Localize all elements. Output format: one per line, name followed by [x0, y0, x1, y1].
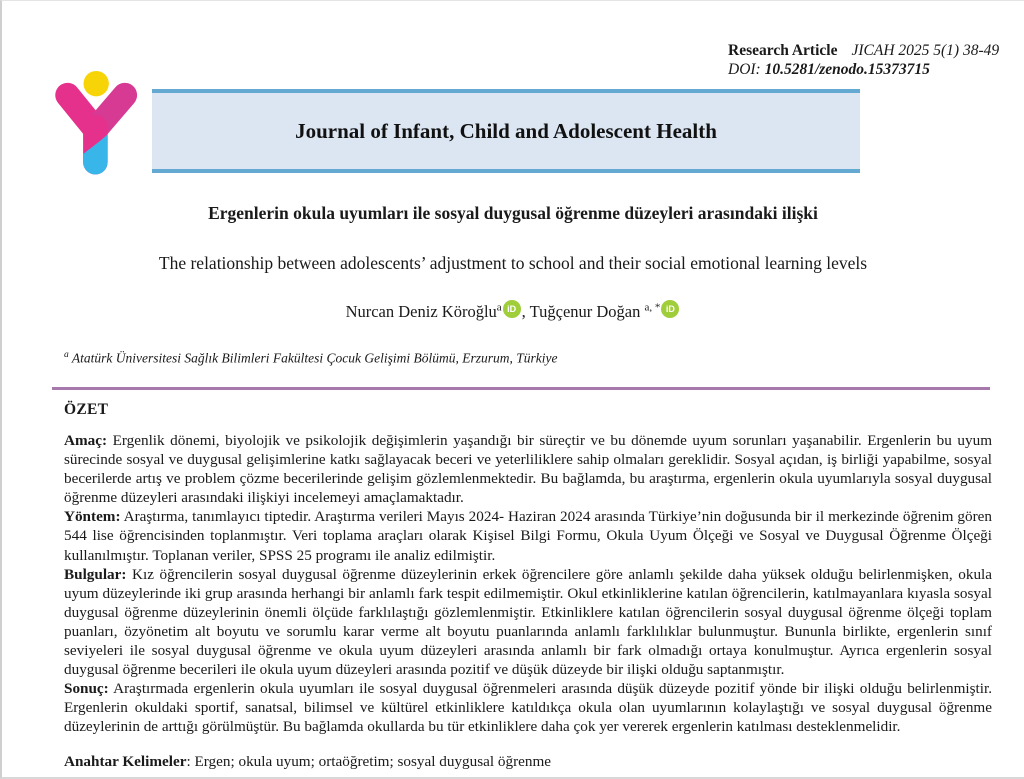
article-title-turkish: Ergenlerin okula uyumları ile sosyal duygusal öğrenme düzeyleri arasındaki ilişki	[208, 203, 818, 223]
author-1-name: Nurcan Deniz Köroğlu	[345, 302, 497, 321]
doi-value[interactable]: 10.5281/zenodo.15373715	[764, 61, 930, 78]
abstract-paragraph-sonuc	[64, 679, 992, 736]
abstract-text-yontem: Araştırma, tanımlayıcı tiptedir. Araştırma verileri Mayıs 2024- Haziran 2024 arasında Türkiye’nin doğusunda bir il merkezinde öğrenim gören 544 lise öğrencisinden toplanmıştır. Veri toplama araçları olarak Kişisel Bilgi Formu, Okula Uyum Ölçeği ve Sosyal ve Duygusal Öğrenme Ölçeği kullanılmıştır. Toplanan veriler, SPSS 25 programı ile analiz edilmiştir.	[64, 508, 992, 564]
section-divider-rule	[52, 387, 990, 390]
article-type-label: Research Article	[728, 42, 838, 59]
abstract-label-amac: Amaç:	[64, 432, 108, 449]
abstract-text-sonuc: Araştırmada ergenlerin okula uyumları ile sosyal duygusal öğrenmeleri arasında düşük düzeyde pozitif yönde bir ilişki olduğu belirlenmiştir. Ergenlerin okuldaki sportif, sanatsal, bilimsel ve kültürel etkinliklere katıldıkça okula olan uyumlarının kolaylaştığı ve sosyal duygusal öğrenme düzeylerinin de arttığı görülmüştür. Bu bağlamda okullarda bu tür etkinliklere daha çok yer vererek ergenlerin katılması desteklenmelidir.	[64, 680, 992, 736]
abstract-paragraph-bulgular	[64, 565, 992, 680]
journal-logo	[52, 65, 142, 189]
header-reference-block	[728, 41, 999, 79]
abstract-text-bulgular: Kız öğrencilerin sosyal duygusal öğrenme düzeylerinin erkek öğrencilere göre anlamlı şekilde daha yüksek olduğu belirlenmişken, okula uyum düzeylerinde iki grup arasında herhangi bir anlamlı fark tespit edilmemiştir. Okul etkinliklerine katılan öğrencilerin, katılmayanlara kıyasla sosyal duygusal öğrenme düzeylerinin önemli ölçüde farklılaştığı gözlemlenmiştir. Etkinliklere katılan öğrencilerin sosyal duygusal öğrenme ölçeği toplam puanları, özyönetim alt boyutu ve sorumlu karar verme alt boyutu puanlarında anlamlı farklılıklar bulunmuştur. Bununla birlikte, ergenlerin sınıf seviyeleri ile sosyal duygusal öğrenme ve okula uyum düzeyleri arasında anlamlı bir fark olmadığı ortaya konulmuştur. Ayrıca ergenlerin sosyal duygusal öğrenme becerileri ile okula uyum düzeyleri arasında pozitif ve düşük düzeyde bir ilişki olduğu saptanmıştır.	[64, 565, 992, 679]
keywords-label: Anahtar Kelimeler	[64, 753, 187, 770]
abstract-label-bulgular: Bulgular:	[64, 565, 127, 583]
author-line	[2, 300, 1024, 322]
keywords-text: : Ergen; okula uyum; ortaöğretim; sosyal duygusal öğrenme	[186, 753, 552, 770]
abstract-heading: ÖZET	[64, 401, 109, 418]
orcid-icon[interactable]: iD	[661, 300, 679, 318]
affiliation-sup: a	[64, 350, 69, 360]
journal-banner	[152, 89, 860, 173]
author-2-name: Tuğçenur Doğan	[529, 302, 641, 321]
author-1-affiliation-sup: a	[496, 301, 502, 314]
abstract-text-amac: Ergenlik dönemi, biyolojik ve psikolojik değişimlerin yaşandığı bir süreçtir ve bu dönemde uyum sorunları yaşanabilir. Ergenlerin bu uyum sürecinde sosyal ve duygusal gelişimlerine katkı sağlayacak beceri ve yeterliliklere sahip olmaları gereklidir. Sosyal açıdan, iş birliği yapabilme, sosyal becerilerde artış ve problem çözme becerilerinde gelişim gözlemlenmektedir. Bu bağlamda, bu araştırma, ergenlerin okula uyumlarıyla sosyal duygusal öğrenme düzeyleri arasındaki ilişkiyi incelemeyi amaçlamaktadır.	[64, 432, 993, 507]
author-separator: ,	[521, 302, 530, 321]
abstract-body	[64, 431, 992, 737]
doi-label: DOI:	[728, 61, 765, 78]
orcid-icon[interactable]: iD	[503, 300, 521, 318]
keywords-line	[64, 753, 551, 771]
author-2-affiliation-sup: a, *	[644, 301, 661, 314]
affiliation-text: Atatürk Üniversitesi Sağlık Bilimleri Fakültesi Çocuk Gelişimi Bölümü, Erzurum, Türkiye	[68, 350, 558, 366]
affiliation-line	[64, 350, 557, 367]
abstract-paragraph-yontem	[64, 507, 992, 564]
abstract-label-sonuc: Sonuç:	[64, 680, 109, 698]
header-line-2	[728, 60, 999, 79]
journal-name: Journal of Infant, Child and Adolescent Health	[295, 118, 717, 143]
abstract-paragraph-amac	[64, 431, 992, 507]
abstract-label-yontem: Yöntem:	[64, 508, 121, 526]
header-line-1	[728, 41, 999, 60]
person-y-logo-icon	[52, 65, 142, 189]
article-title-english: The relationship between adolescents’ adjustment to school and their social emotional learning levels	[158, 253, 868, 273]
journal-citation: JICAH 2025 5(1) 38-49	[851, 42, 1000, 59]
